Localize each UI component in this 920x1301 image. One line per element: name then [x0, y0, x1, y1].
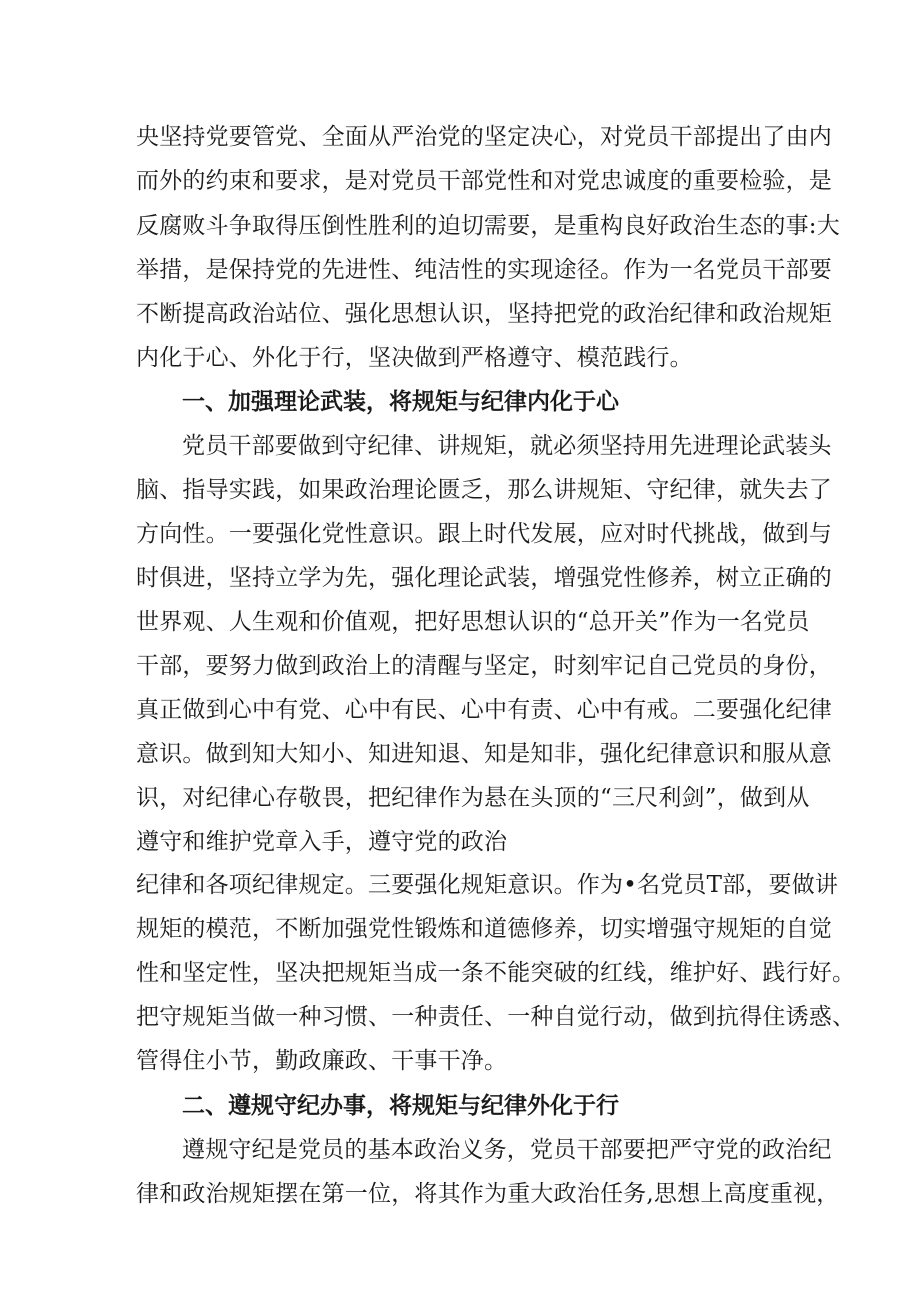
body-line: 性和坚定性，坚决把规矩当成一条不能突破的红线，维护好、践行好。	[136, 960, 856, 986]
body-line: 而外的约束和要求，是对党员干部党性和对党忠诚度的重要检验，是	[136, 168, 832, 194]
body-line: 律和政治规矩摆在第一位，将其作为重大政治任务,思想上高度重视，	[136, 1181, 840, 1207]
body-line: 干部，要努力做到政治上的清醒与坚定，时刻牢记自己党员的身份，	[136, 653, 832, 679]
body-line: 意识。做到知大知小、知进知退、知是知非，强化纪律意识和服从意	[136, 741, 832, 767]
body-line: 不断提高政治站位、强化思想认识，坚持把党的政治纪律和政治规矩	[136, 301, 832, 327]
body-line: 识，对纪律心存敬畏，把纪律作为悬在头顶的“三尺利剑”，做到从	[136, 785, 810, 811]
body-line: 内化于心、外化于行，坚决做到严格遵守、模范践行。	[136, 345, 693, 371]
body-line: 世界观、人生观和价值观，把好思想认识的“总开关”作为一名党员	[136, 609, 810, 635]
body-line: 脑、指导实践，如果政治理论匮乏，那么讲规矩、守纪律，就失去了	[136, 477, 832, 503]
body-line: 遵规守纪是党员的基本政治义务，党员干部要把严守党的政治纪	[182, 1137, 832, 1163]
body-line: 反腐败斗争取得压倒性胜利的迫切需要，是重构良好政治生态的事:大	[136, 213, 840, 239]
body-line: 央坚持党要管党、全面从严治党的坚定决心，对党员干部提出了由内	[136, 124, 832, 150]
section-heading-1: 一、加强理论武装，将规矩与纪律内化于心	[182, 389, 619, 415]
body-line: 把守规矩当做一种习惯、一种责任、一种自觉行动，做到抗得住诱惑、	[136, 1004, 856, 1030]
body-line: 管得住小节，勤政廉政、干事干净。	[136, 1048, 508, 1074]
body-line: 时俱进，坚持立学为先，强化理论武装，增强党性修养，树立正确的	[136, 565, 832, 591]
body-line: 纪律和各项纪律规定。三要强化规矩意识。作为•名党员T部，要做讲	[136, 872, 839, 898]
body-line: 方向性。一要强化党性意识。跟上时代发展，应对时代挑战，做到与	[136, 521, 832, 547]
section-heading-2: 二、遵规守纪办事，将规矩与纪律外化于行	[182, 1093, 619, 1119]
body-line: 举措，是保持党的先进性、纯洁性的实现途径。作为一名党员干部要	[136, 257, 832, 283]
body-line: 遵守和维护党章入手，遵守党的政治	[136, 829, 508, 855]
body-line: 党员干部要做到守纪律、讲规矩，就必须坚持用先进理论武装头	[182, 433, 832, 459]
body-line: 真正做到心中有党、心中有民、心中有责、心中有戒。二要强化纪律	[136, 697, 832, 723]
body-line: 规矩的模范，不断加强党性锻炼和道德修养，切实增强守规矩的自觉	[136, 916, 832, 942]
